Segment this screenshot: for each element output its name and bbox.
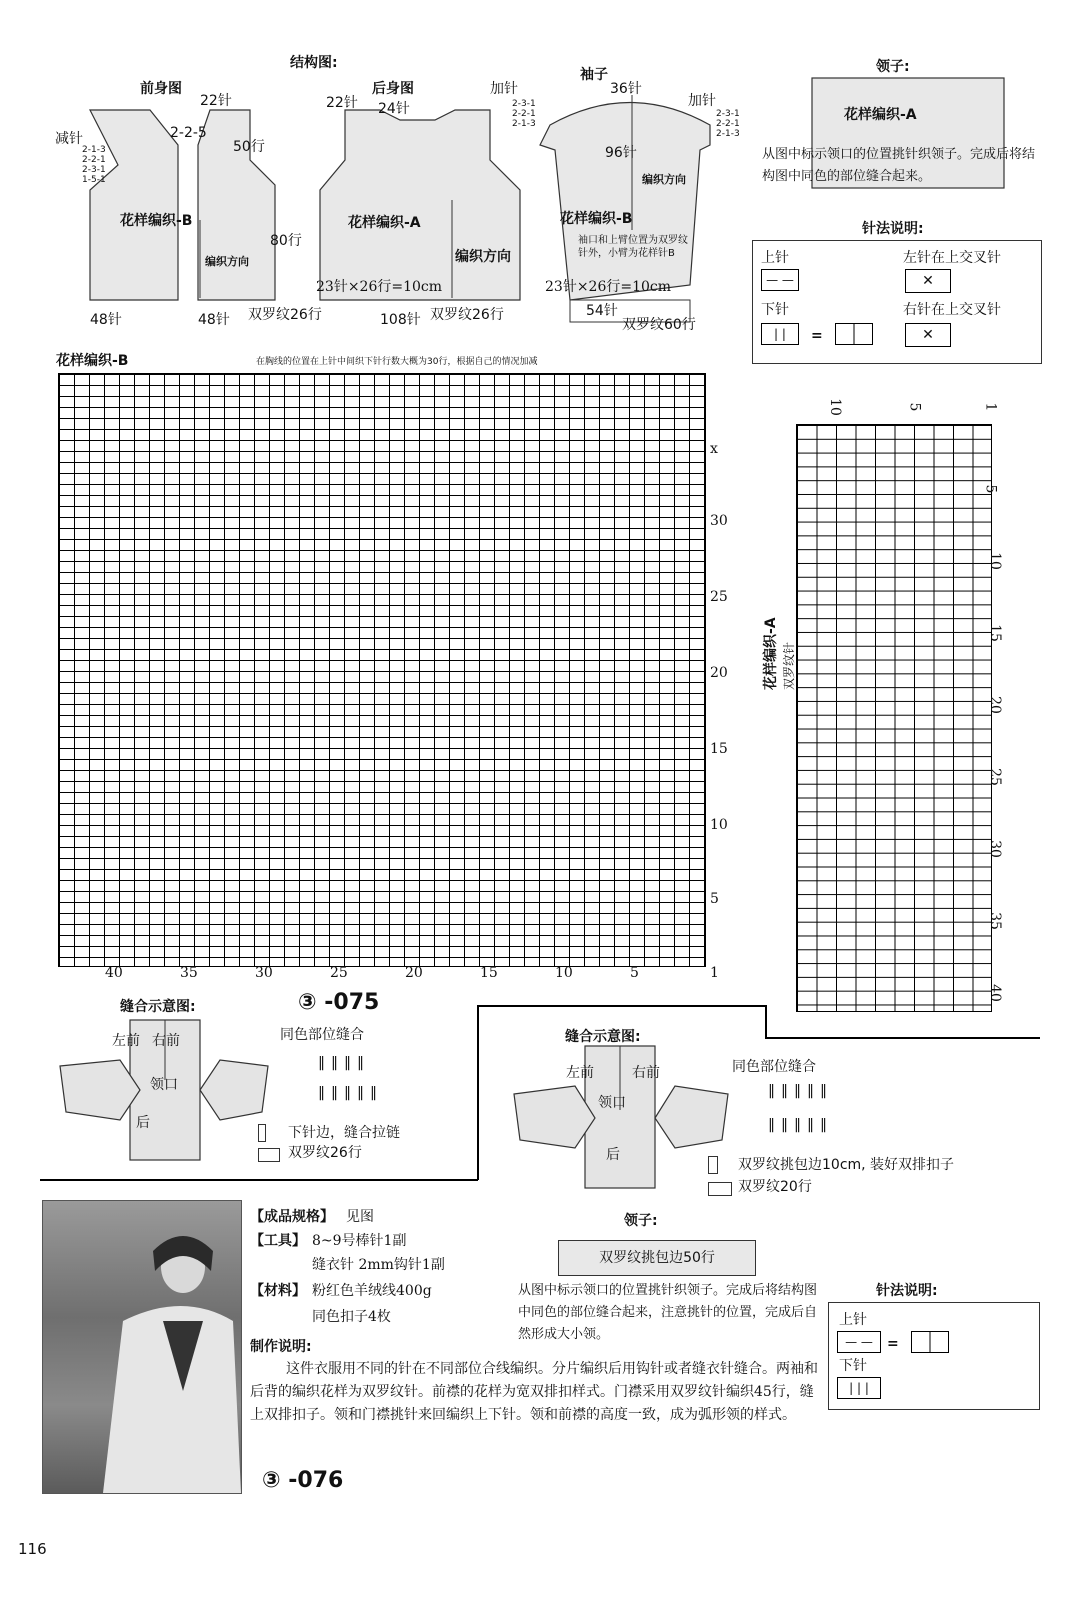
spec-label: 【成品规格】 <box>250 1209 334 1225</box>
sleeve-inc-step: 2-1-3 <box>716 129 740 139</box>
back-title: 后身图 <box>372 81 414 97</box>
collar-a-box: 花样编织-A <box>844 107 917 123</box>
chart-b-row-label: 30 <box>710 513 728 529</box>
m075-same-color: 同色部位缝合 <box>280 1027 364 1043</box>
page-number: 116 <box>18 1540 47 1558</box>
chart-a-top-label: 5 <box>906 402 923 412</box>
legend1-lc-symbol: ✕ <box>905 269 951 293</box>
chart-a-side-label: 25 <box>986 768 1003 786</box>
legend1-k: 上针 <box>761 250 789 266</box>
back-dir: 编织方向 <box>455 249 511 265</box>
m075-back: 后 <box>136 1115 150 1131</box>
chart-b-row-label: x <box>710 441 718 457</box>
back-gauge: 23针×26行=10cm <box>316 279 443 295</box>
mat-2: 同色扣子4枚 <box>312 1309 391 1325</box>
chart-b-col-label: 35 <box>180 965 198 981</box>
front-dec-step: 2-3-1 <box>82 165 106 175</box>
chart-b-col-label: 20 <box>405 965 423 981</box>
m076-sew-title: 缝合示意图: <box>565 1029 641 1045</box>
sleeve-top: 36针 <box>610 81 642 97</box>
front-dec: 减针 <box>55 131 83 147</box>
structure-title: 结构图: <box>290 55 338 71</box>
m076-id: ③ -076 <box>262 1468 344 1493</box>
chart-b-col-label: 5 <box>630 965 639 981</box>
m075-rf: 右前 <box>152 1033 180 1049</box>
m075-sew-title: 缝合示意图: <box>120 999 196 1015</box>
spec-value: 见图 <box>346 1209 374 1225</box>
m076-neck: 领口 <box>598 1095 626 1111</box>
front-rows: 50行 <box>233 139 265 155</box>
tool-2: 缝衣针 2mm钩针1副 <box>312 1257 445 1273</box>
legend1-title: 针法说明: <box>862 221 924 237</box>
legend2-title: 针法说明: <box>876 1283 938 1299</box>
chart-b-note: 在胸线的位置在上针中间织下针行数大概为30行，根据自己的情况加减 <box>256 357 538 367</box>
front-top: 22针 <box>200 93 232 109</box>
legend2-p-symbol: | | | <box>837 1377 881 1399</box>
sleeve-inc-step: 2-1-3 <box>512 119 536 129</box>
model-figure <box>43 1201 241 1493</box>
sleeve-inc-left: 加针 <box>490 81 518 97</box>
chart-b-col-label: 40 <box>105 965 123 981</box>
m075-rib-sym <box>258 1148 280 1162</box>
sleeve-title: 袖子 <box>580 67 608 83</box>
sleeve-note: 袖口和上臂位置为双罗纹针外，小臂为花样针B <box>578 235 688 259</box>
sleeve-gauge: 23针×26行=10cm <box>545 279 672 295</box>
chart-a-side-label: 5 <box>982 484 999 494</box>
sleeve-inc-right: 加针 <box>688 93 716 109</box>
front-w1: 48针 <box>90 312 122 328</box>
legend2-blank-symbol <box>911 1331 949 1353</box>
tool-1: 8~9号棒针1副 <box>312 1233 407 1249</box>
legend1-rc-symbol: ✕ <box>905 323 951 347</box>
sleeve-cuff: 54针 <box>586 303 618 319</box>
m076-edge: 双罗纹挑包边10cm, 装好双排扣子 <box>738 1157 955 1173</box>
m076-rib-sym <box>708 1182 732 1196</box>
m075-neck: 领口 <box>150 1077 178 1093</box>
sleeve-inc-step: 2-2-1 <box>512 109 536 119</box>
m076-collar-desc: 从图中标示领口的位置挑针织领子。完成后将结构图中同色的部位缝合起来，注意挑针的位置，完成后自然形成大小领。 <box>518 1283 818 1342</box>
legend1-p-symbol: | | <box>761 323 799 345</box>
chart-b-row-label: 1 <box>710 965 719 981</box>
m076-same-color: 同色部位缝合 <box>732 1059 816 1075</box>
m075-zip-sym <box>258 1124 266 1142</box>
legend1-k-symbol: — — <box>761 269 799 291</box>
front-dir: 编织方向 <box>205 255 249 268</box>
chart-b-title: 花样编织-B <box>56 353 129 369</box>
chart-b-col-label: 15 <box>480 965 498 981</box>
sleeve-rib: 双罗纹60行 <box>622 317 696 333</box>
tool-label: 【工具】 <box>250 1233 306 1249</box>
legend1-equals: = <box>811 328 823 344</box>
m076-sym-1: ‖‖‖‖‖ <box>768 1083 833 1099</box>
chart-a-side-label: 15 <box>986 624 1003 642</box>
legend2-equals: = <box>887 1336 899 1352</box>
m075-rib: 双罗纹26行 <box>288 1145 362 1161</box>
front-dec-step: 1-5-1 <box>82 175 106 185</box>
m076-edge-sym <box>708 1156 718 1174</box>
back-top2: 24针 <box>378 101 410 117</box>
collar-a-desc: 从图中标示领口的位置挑针织领子。完成后将结构图中同色的部位缝合起来。 <box>762 147 1036 184</box>
legend2-p: 下针 <box>839 1358 867 1374</box>
chart-b-row-label: 20 <box>710 665 728 681</box>
sleeve-dir: 编织方向 <box>642 173 686 186</box>
back-rib-right: 双罗纹26行 <box>430 307 504 323</box>
chart-b-row-label: 15 <box>710 741 728 757</box>
chart-b-row-label: 5 <box>710 891 719 907</box>
model-photo <box>42 1200 242 1494</box>
legend1-rc: 右针在上交叉针 <box>903 302 1001 318</box>
chart-a-side-label: 40 <box>986 984 1003 1002</box>
back-pattern: 花样编织-A <box>348 215 421 231</box>
chart-b-row-label: 10 <box>710 817 728 833</box>
howto-text: 这件衣服用不同的针在不同部位合线编织。分片编织后用钩针或者缝衣针缝合。两袖和后背的编织花样为双罗纹针。前襟的花样为宽双排扣样式。门襟采用双罗纹针编织45行，缝上双排扣子。领和门襟挑针来回编织上下针。领和前襟的高度一致，成为弧形领的样式。 <box>250 1361 818 1423</box>
mat-label: 【材料】 <box>250 1283 306 1299</box>
legend2-box <box>828 1302 1040 1410</box>
back-width: 108针 <box>380 312 421 328</box>
sleeve-width: 96针 <box>605 145 637 161</box>
front-shape: 2-2-5 <box>170 125 207 141</box>
chart-a-side-label: 10 <box>986 552 1003 570</box>
front-dec-step: 2-2-1 <box>82 155 106 165</box>
chart-a-top-label: 10 <box>826 398 843 416</box>
chart-a-title: 花样编织-A <box>763 617 779 690</box>
front-w2: 48针 <box>198 312 230 328</box>
howto-title: 制作说明: <box>250 1339 312 1355</box>
sleeve-inc-step: 2-2-1 <box>716 119 740 129</box>
m075-lf: 左前 <box>112 1033 140 1049</box>
mat-1: 粉红色羊绒线400g <box>312 1283 432 1299</box>
m076-back: 后 <box>606 1147 620 1163</box>
m076-lf: 左前 <box>566 1065 594 1081</box>
legend1-p: 下针 <box>761 302 789 318</box>
back-rib-left: 双罗纹26行 <box>248 307 322 323</box>
sleeve-inc-step: 2-3-1 <box>716 109 740 119</box>
sleeve-inc-step: 2-3-1 <box>512 99 536 109</box>
chart-b-col-label: 25 <box>330 965 348 981</box>
m075-id: ③ -075 <box>298 990 380 1015</box>
legend2-k-symbol: — — <box>837 1331 881 1353</box>
m076-collar-title: 领子: <box>624 1213 658 1229</box>
m076-collar-box: 双罗纹挑包边50行 <box>558 1240 756 1276</box>
m076-rib: 双罗纹20行 <box>738 1179 812 1195</box>
m076-sym-2: ‖‖‖‖‖ <box>768 1117 833 1133</box>
chart-a-top-label: 1 <box>982 402 999 412</box>
chart-b-col-label: 10 <box>555 965 573 981</box>
sleeve-pattern: 花样编织-B <box>560 211 633 227</box>
legend1-lc: 左针在上交叉针 <box>903 250 1001 266</box>
front-pattern: 花样编织-B <box>120 213 193 229</box>
front-dec-step: 2-1-3 <box>82 145 106 155</box>
chart-a-side-label: 20 <box>986 696 1003 714</box>
front-rows80: 80行 <box>270 233 302 249</box>
chart-a-side-label: 30 <box>986 840 1003 858</box>
m076-rf: 右前 <box>632 1065 660 1081</box>
m075-sym-1: ‖‖‖‖ <box>318 1055 370 1071</box>
collar-a-title: 领子: <box>876 59 910 75</box>
chart-a-sub: 双罗纹针 <box>782 641 796 690</box>
back-top1: 22针 <box>326 95 358 111</box>
chart-a-side-label: 35 <box>986 912 1003 930</box>
legend2-k: 上针 <box>839 1312 867 1328</box>
m075-sym-2: ‖‖‖‖‖ <box>318 1085 383 1101</box>
chart-b-col-label: 30 <box>255 965 273 981</box>
chart-b-row-label: 25 <box>710 589 728 605</box>
front-title: 前身图 <box>140 81 182 97</box>
m075-zip: 下针边，缝合拉链 <box>288 1125 400 1141</box>
